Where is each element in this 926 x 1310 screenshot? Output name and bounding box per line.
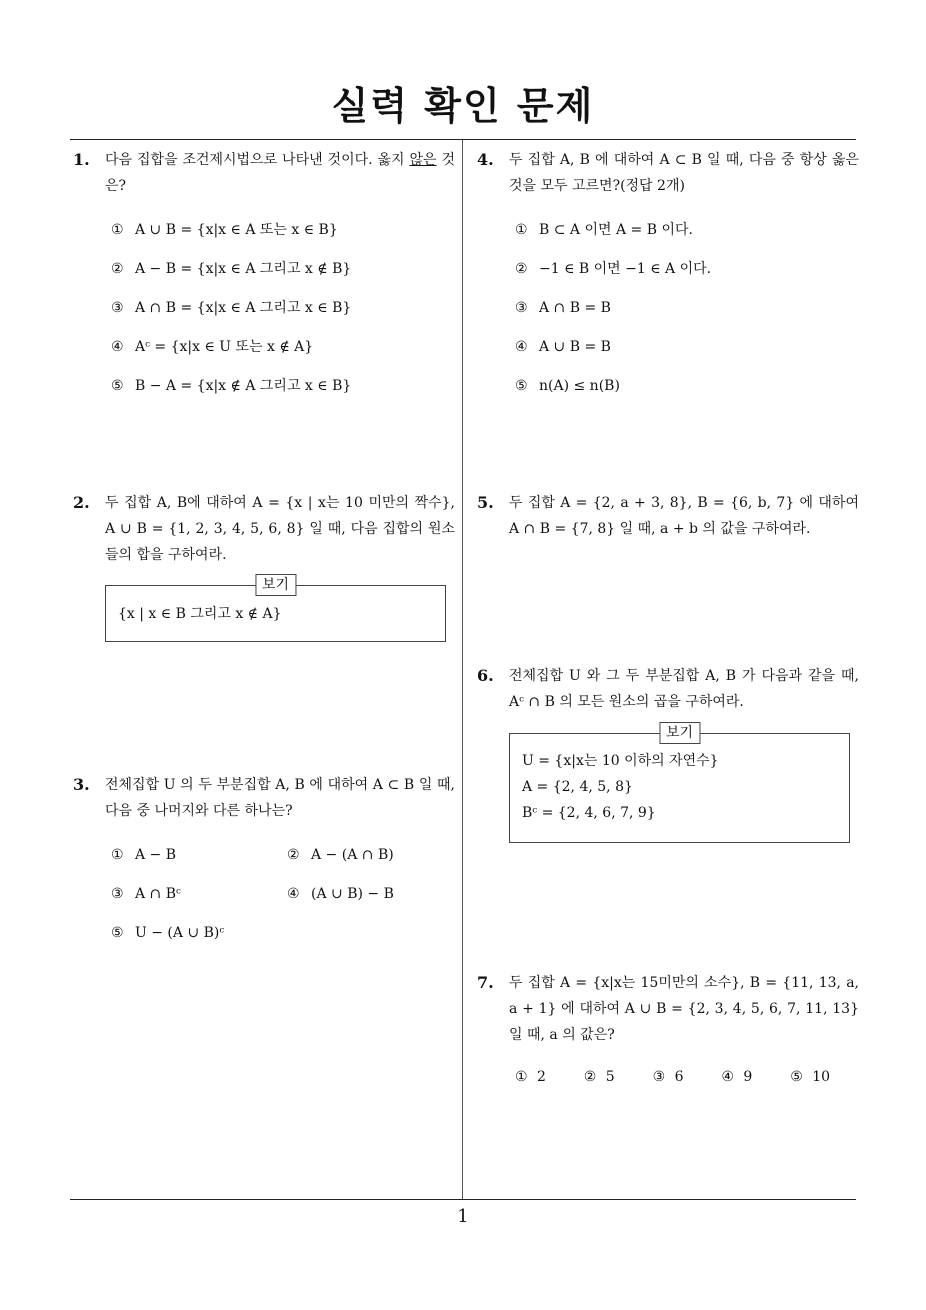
answer-option-5[interactable]: ⑤ B − A = {x|x ∉ A 그리고 x ∈ B} bbox=[111, 378, 352, 394]
top-rule bbox=[70, 139, 856, 140]
answer-option-1[interactable]: ① 2 bbox=[515, 1069, 546, 1085]
answer-options bbox=[509, 217, 859, 399]
answer-option-2[interactable]: ② A − B = {x|x ∈ A 그리고 x ∉ B} bbox=[111, 261, 352, 277]
answer-option-3[interactable]: ③ A ∩ B = B bbox=[515, 300, 611, 316]
problem-3 bbox=[73, 772, 455, 946]
example-box-line: {x | x ∈ B 그리고 x ∉ A} bbox=[118, 606, 282, 622]
answer-option-4[interactable]: ④ Aᶜ = {x|x ∈ U 또는 x ∉ A} bbox=[111, 339, 314, 355]
problem-2 bbox=[73, 490, 455, 568]
bottom-rule bbox=[70, 1199, 856, 1200]
example-box bbox=[509, 725, 850, 843]
problem-stem: 두 집합 A = {x|x는 15미만의 소수}, B = {11, 13, a, a + 1} 에 대하여 A ∪ B = {2, 3, 4, 5, 6, 7, 11, 13} 일 때, a 의 값은? bbox=[509, 975, 859, 1043]
problem-6 bbox=[477, 663, 859, 715]
problem-stem: 전체집합 U 와 그 두 부분집합 A, B 가 다음과 같을 때, Aᶜ ∩ B 의 모든 원소의 곱을 구하여라. bbox=[509, 668, 859, 710]
problem-number: 7. bbox=[477, 973, 494, 992]
answer-option-2[interactable]: ② 5 bbox=[583, 1069, 615, 1085]
problem-1 bbox=[73, 147, 455, 412]
page-number: 1 bbox=[457, 1206, 469, 1227]
answer-options bbox=[515, 1064, 859, 1090]
problem-stem: 두 집합 A, B 에 대하여 A ⊂ B 일 때, 다음 중 항상 옳은 것을 모두 고르면?(정답 2개) bbox=[509, 152, 859, 194]
answer-option-5[interactable]: ⑤ 10 bbox=[790, 1069, 831, 1085]
problem-number: 5. bbox=[477, 493, 494, 512]
answer-option-5[interactable]: ⑤ U − (A ∪ B)ᶜ bbox=[111, 925, 225, 941]
problem-5 bbox=[477, 490, 859, 542]
answer-options bbox=[105, 217, 455, 399]
answer-option-4[interactable]: ④ 9 bbox=[721, 1069, 753, 1085]
answer-option-4[interactable]: ④ A ∪ B = B bbox=[515, 339, 611, 355]
problem-stem: 전체집합 U 의 두 부분집합 A, B 에 대하여 A ⊂ B 일 때, 다음 중 나머지와 다른 하나는? bbox=[105, 777, 455, 819]
answer-option-3[interactable]: ③ 6 bbox=[652, 1069, 684, 1085]
example-box-line: Bᶜ = {2, 4, 6, 7, 9} bbox=[522, 805, 656, 821]
example-box-line: U = {x|x는 10 이하의 자연수} bbox=[522, 753, 719, 769]
column-divider bbox=[462, 140, 463, 1200]
problem-number: 2. bbox=[73, 493, 90, 512]
problem-stem: 다음 집합을 조건제시법으로 나타낸 것이다. 옳지 않은 것은? bbox=[105, 152, 455, 194]
problem-number: 3. bbox=[73, 775, 90, 794]
problem-stem: 두 집합 A, B에 대하여 A = {x | x는 10 미만의 짝수}, A ∪ B = {1, 2, 3, 4, 5, 6, 8} 일 때, 다음 집합의 원소들의 합을 구하여라. bbox=[105, 495, 455, 563]
page-title: 실력 확인 문제 bbox=[331, 84, 595, 128]
answer-option-1[interactable]: ① A ∪ B = {x|x ∈ A 또는 x ∈ B} bbox=[111, 222, 338, 238]
answer-option-5[interactable]: ⑤ n(A) ≤ n(B) bbox=[515, 378, 620, 394]
example-box bbox=[105, 577, 446, 642]
example-box-line: A = {2, 4, 5, 8} bbox=[522, 779, 633, 795]
answer-option-2[interactable]: ② −1 ∈ B 이면 −1 ∈ A 이다. bbox=[515, 261, 712, 277]
problem-number: 1. bbox=[73, 150, 90, 169]
problem-4 bbox=[477, 147, 859, 412]
problem-number: 4. bbox=[477, 150, 494, 169]
answer-option-2[interactable]: ② A − (A ∩ B) bbox=[287, 847, 394, 863]
answer-option-4[interactable]: ④ (A ∪ B) − B bbox=[287, 886, 394, 902]
example-box-label: 보기 bbox=[255, 574, 296, 596]
answer-options bbox=[111, 842, 455, 946]
problem-number: 6. bbox=[477, 666, 494, 685]
problem-7 bbox=[477, 970, 859, 1090]
answer-option-3[interactable]: ③ A ∩ B = {x|x ∈ A 그리고 x ∈ B} bbox=[111, 300, 352, 316]
answer-option-1[interactable]: ① B ⊂ A 이면 A = B 이다. bbox=[515, 222, 693, 238]
example-box-label: 보기 bbox=[659, 722, 700, 744]
answer-option-1[interactable]: ① A − B bbox=[111, 847, 177, 863]
answer-option-3[interactable]: ③ A ∩ Bᶜ bbox=[111, 886, 181, 902]
problem-stem: 두 집합 A = {2, a + 3, 8}, B = {6, b, 7} 에 대하여 A ∩ B = {7, 8} 일 때, a + b 의 값을 구하여라. bbox=[509, 495, 859, 537]
